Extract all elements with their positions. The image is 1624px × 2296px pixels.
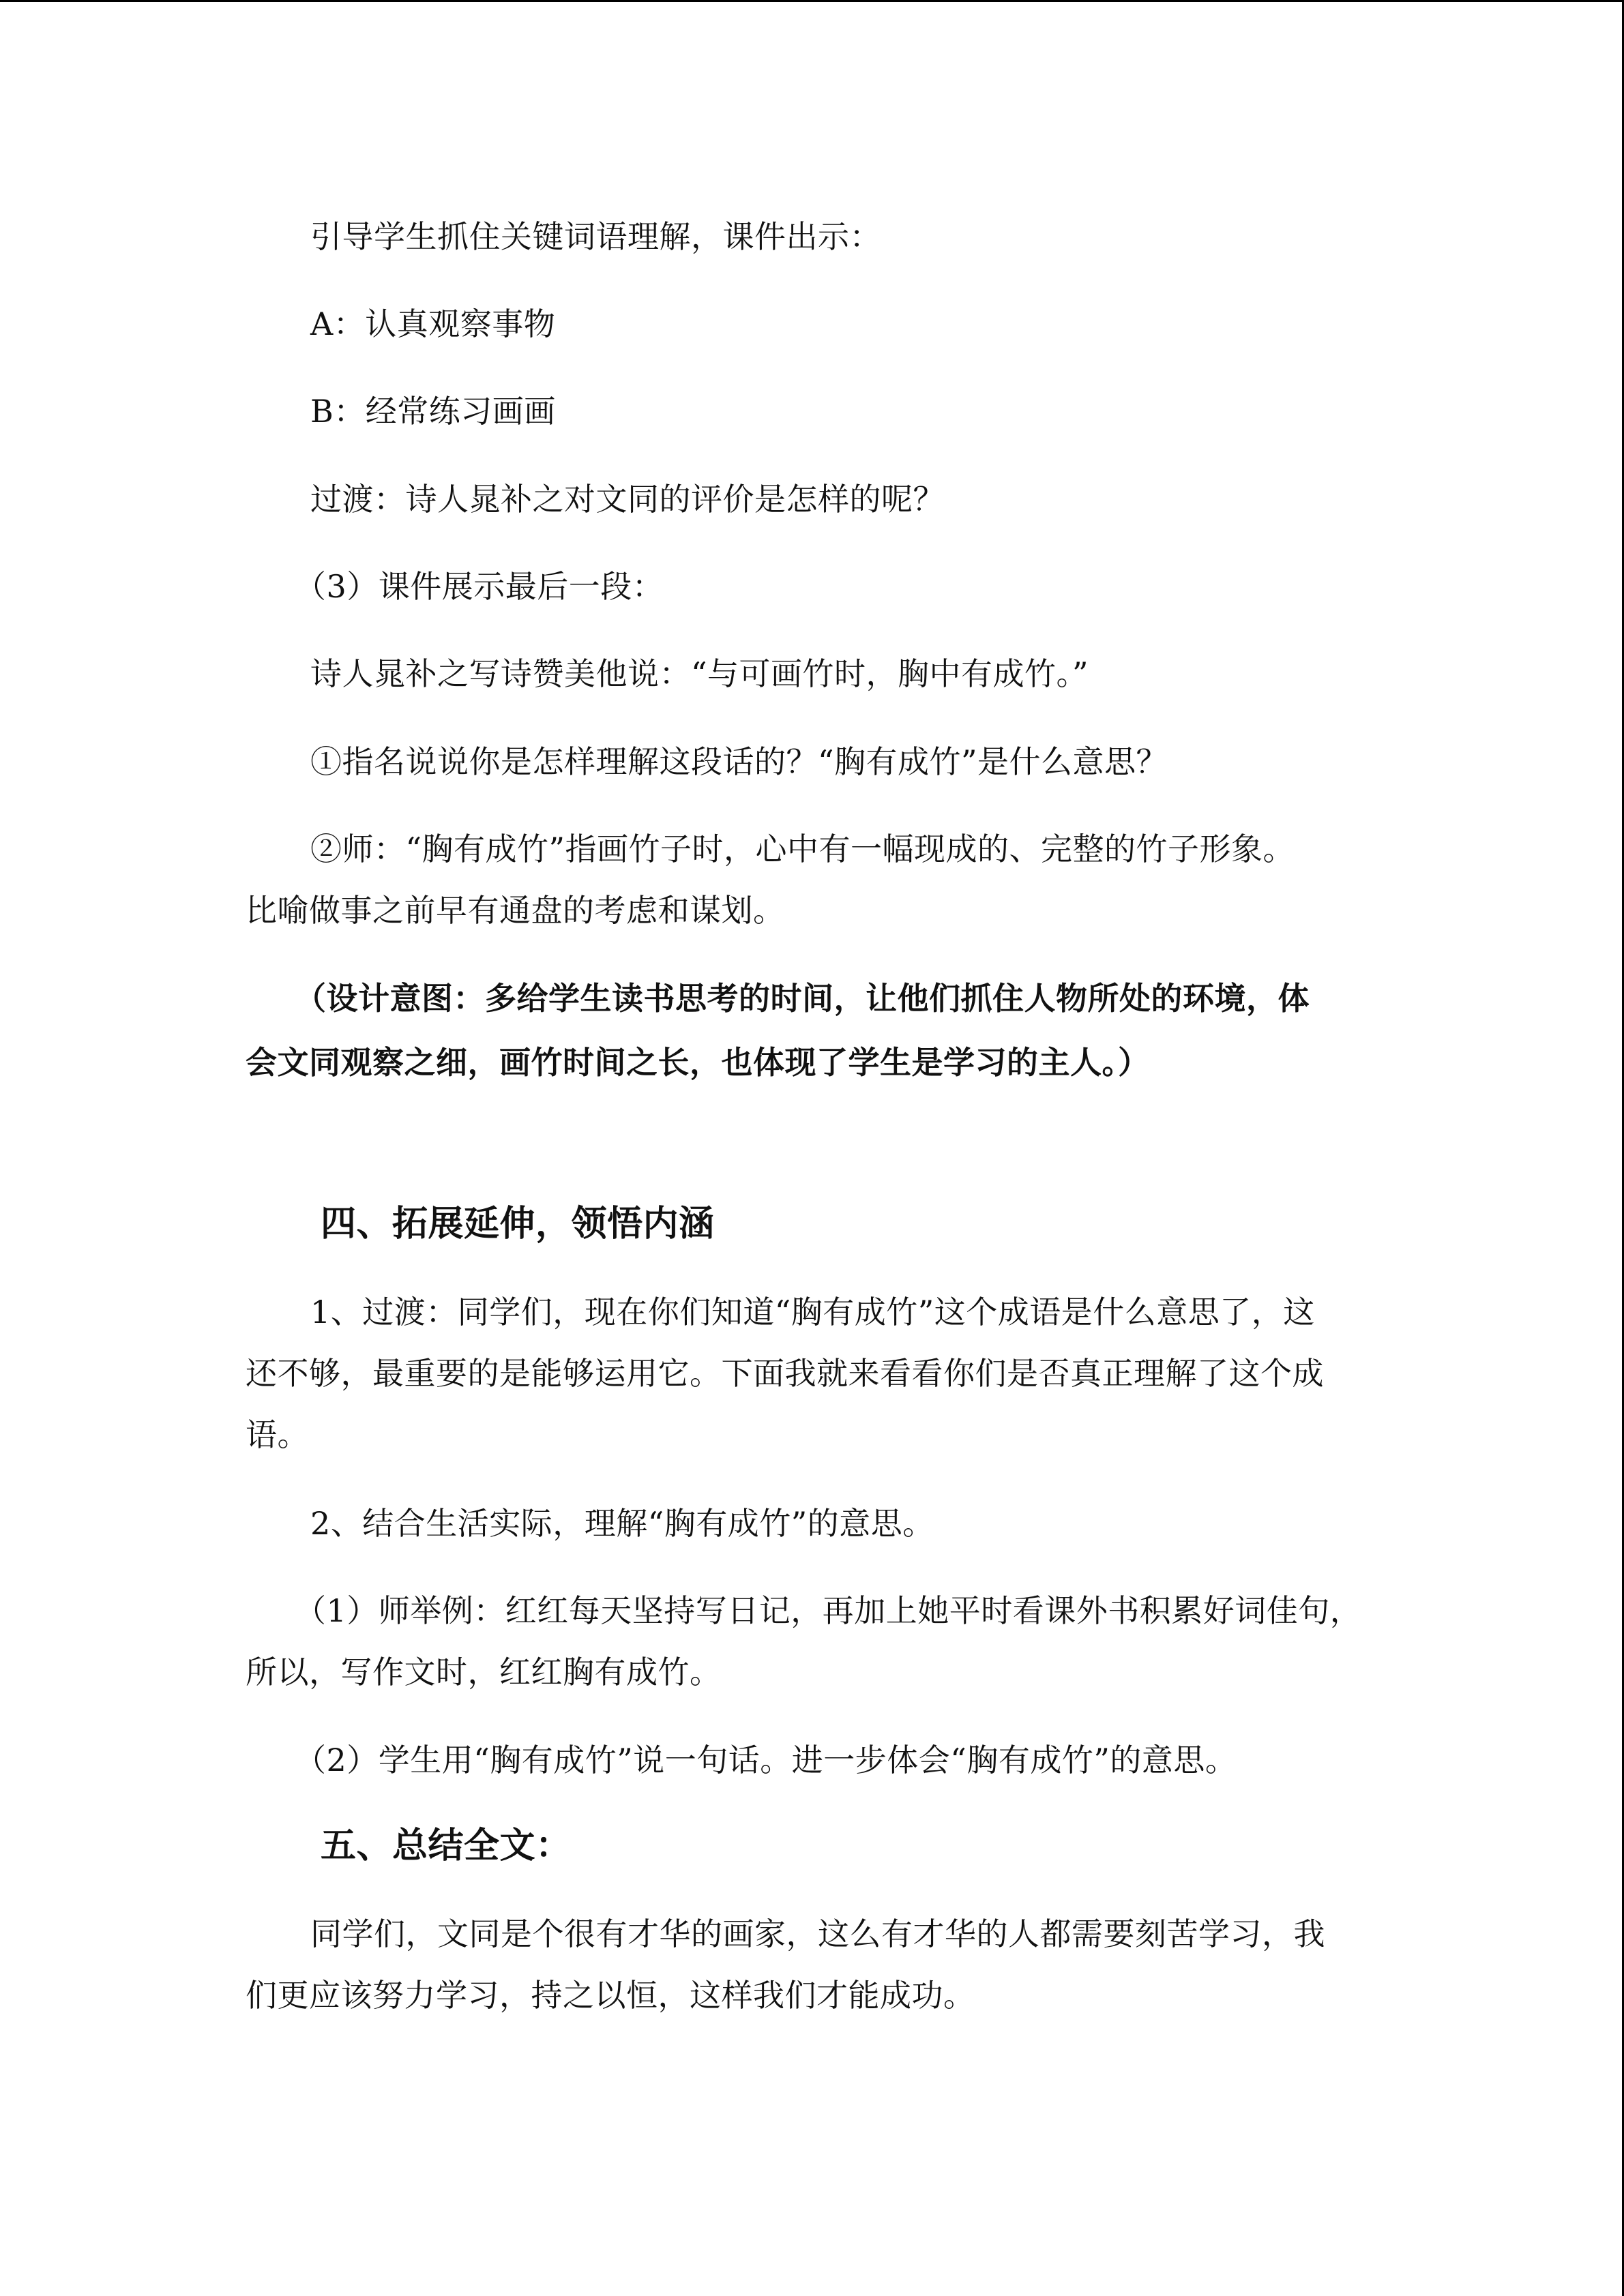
paragraph-transition-line1: 1、过渡：同学们，现在你们知道“胸有成竹”这个成语是什么意思了，这 — [310, 1294, 1315, 1330]
paragraph-teacher-example-line2: 所以，写作文时，红红胸有成竹。 — [246, 1654, 722, 1690]
paragraph-student-sentence: （2）学生用“胸有成竹”说一句话。进一步体会“胸有成竹”的意思。 — [295, 1742, 1237, 1778]
paragraph-option-a: A：认真观察事物 — [310, 305, 556, 342]
paragraph-transition-question: 过渡：诗人晁补之对文同的评价是怎样的呢？ — [310, 481, 945, 518]
paragraph-transition-line3: 语。 — [246, 1416, 309, 1453]
paragraph-teacher-explain-line2: 比喻做事之前早有通盘的考虑和谋划。 — [246, 892, 785, 929]
paragraph-summary-line2: 们更应该努力学习，持之以恒，这样我们才能成功。 — [246, 1977, 975, 2014]
paragraph-ask-meaning: ①指名说说你是怎样理解这段话的？“胸有成竹”是什么意思？ — [310, 743, 1168, 780]
paragraph-teacher-example-line1: （1）师举例：红红每天坚持写日记，再加上她平时看课外书积累好词佳句， — [295, 1592, 1362, 1629]
paragraph-transition-line2: 还不够，最重要的是能够运用它。下面我就来看看你们是否真正理解了这个成 — [246, 1355, 1324, 1392]
paragraph-poet-quote: 诗人晁补之写诗赞美他说：“与可画竹时，胸中有成竹。” — [310, 655, 1089, 692]
paragraph-teacher-explain-line1: ②师：“胸有成竹”指画竹子时，心中有一幅现成的、完整的竹子形象。 — [310, 831, 1295, 867]
paragraph-life-practice: 2、结合生活实际，理解“胸有成竹”的意思。 — [310, 1505, 934, 1542]
design-intent-line1: （设计意图：多给学生读书思考的时间，让他们抓住人物所处的环境，体 — [295, 980, 1310, 1017]
paragraph-summary-line1: 同学们，文同是个很有才华的画家，这么有才华的人都需要刻苦学习，我 — [310, 1915, 1325, 1952]
top-border-line — [0, 0, 1624, 2]
paragraph-guide-keywords: 引导学生抓住关键词语理解，课件出示： — [310, 218, 881, 255]
design-intent-line2: 会文同观察之细，画竹时间之长，也体现了学生是学习的主人。） — [246, 1044, 1150, 1081]
section-heading-four: 四、拓展延伸，领悟内涵 — [321, 1204, 715, 1244]
paragraph-option-b: B：经常练习画画 — [310, 393, 556, 430]
paragraph-courseware-last-section: （3）课件展示最后一段： — [295, 568, 664, 605]
section-heading-five: 五、总结全文： — [321, 1825, 572, 1866]
